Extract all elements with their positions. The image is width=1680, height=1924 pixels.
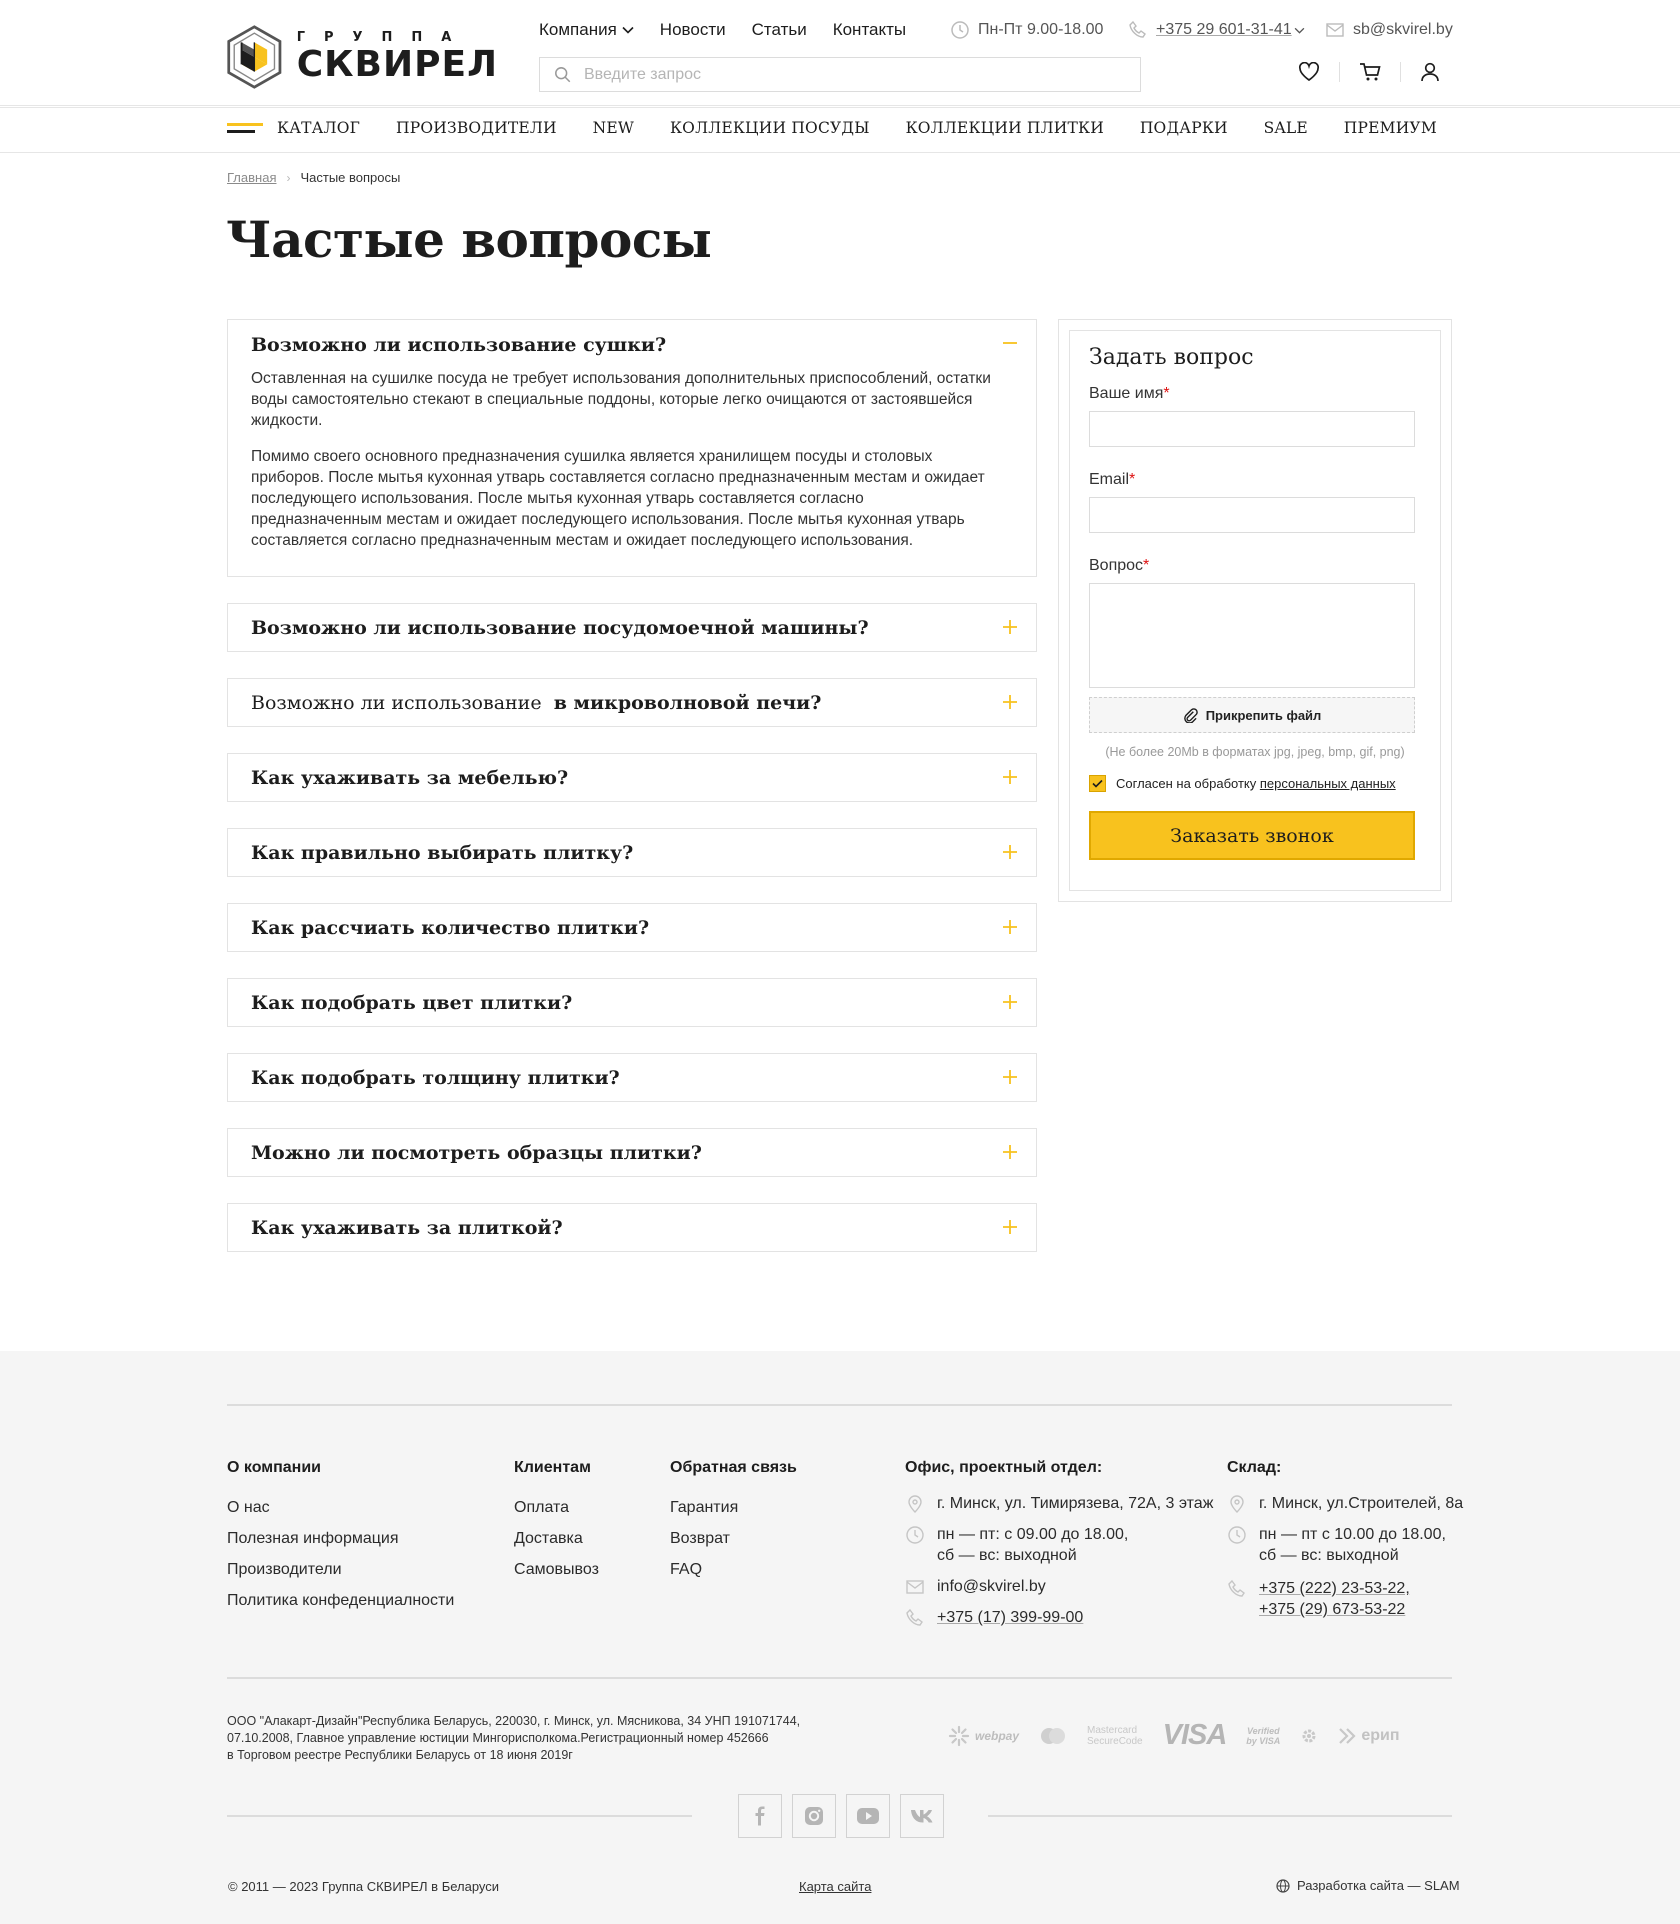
header-actions bbox=[1298, 62, 1440, 82]
office-phone-link[interactable]: +375 (17) 399-99-00 bbox=[937, 1609, 1084, 1626]
cart-icon[interactable] bbox=[1359, 62, 1381, 82]
breadcrumb bbox=[227, 170, 400, 185]
nav-manufacturers[interactable]: ПРОИЗВОДИТЕЛИ bbox=[396, 119, 557, 137]
erip-logo: ерип bbox=[1338, 1727, 1399, 1745]
copyright: © 2011 — 2023 Группа СКВИРЕЛ в Беларуси bbox=[228, 1879, 500, 1894]
breadcrumb-current: Частые вопросы bbox=[300, 170, 401, 185]
footer-link[interactable]: Производители bbox=[227, 1561, 342, 1578]
footer-col-company: О компании О нас Полезная информация Производители Политика конфеденциалности bbox=[227, 1459, 455, 1609]
phone-icon bbox=[1128, 20, 1148, 40]
faq-item[interactable] bbox=[227, 1203, 1037, 1252]
instagram-icon[interactable] bbox=[792, 1794, 836, 1838]
legal-info: ООО "Алакарт-Дизайн"Республика Беларусь, 220030, г. Минск, ул. Мясникова, 34 УНП 191071744, 07.10.2008, Главное управление юстиции Мингорисполкома.Регистрационный номер 452666 в Торговом реестре Республики Беларусь от 18 июня 2019г bbox=[227, 1714, 801, 1762]
divider bbox=[988, 1815, 1452, 1817]
plus-icon[interactable] bbox=[1000, 1217, 1020, 1237]
search-input[interactable] bbox=[584, 66, 1124, 84]
plus-icon[interactable] bbox=[1000, 767, 1020, 787]
footer-link[interactable]: Самовывоз bbox=[514, 1561, 599, 1578]
faq-question: Как ухаживать за мебелью? bbox=[251, 766, 569, 789]
nav-premium[interactable]: ПРЕМИУМ bbox=[1343, 119, 1437, 137]
footer-col-clients: Клиентам Оплата Доставка Самовывоз bbox=[514, 1459, 599, 1578]
footer-link[interactable]: FAQ bbox=[670, 1561, 703, 1578]
faq-answer-paragraph: Оставленная на сушилке посуда не требует использования дополнительных приспособлений, остатки воды самостоятельно стекают в специальные поддоны, которые легко очищаются от застоявшейся жидкости. bbox=[251, 370, 991, 429]
payment-logos bbox=[948, 1719, 1399, 1752]
form-title: Задать вопрос bbox=[1089, 345, 1254, 370]
page-title: Частые вопросы bbox=[226, 210, 712, 269]
youtube-icon[interactable] bbox=[846, 1794, 890, 1838]
logo-cube-icon bbox=[226, 22, 283, 92]
consent-checkbox[interactable] bbox=[1089, 775, 1106, 792]
nav-sale[interactable]: SALE bbox=[1263, 119, 1308, 137]
facebook-icon[interactable] bbox=[738, 1794, 782, 1838]
nav-tile-collections[interactable]: КОЛЛЕКЦИИ ПЛИТКИ bbox=[905, 119, 1104, 137]
clock-icon bbox=[950, 20, 970, 40]
chevron-down-icon bbox=[1294, 27, 1305, 34]
email-label: Email* bbox=[1089, 471, 1136, 488]
faq-item[interactable] bbox=[227, 1053, 1037, 1102]
phone-icon bbox=[905, 1608, 925, 1628]
divider bbox=[227, 1404, 1452, 1406]
search-bar bbox=[539, 57, 1141, 92]
footer-link[interactable]: Возврат bbox=[670, 1530, 730, 1547]
question-textarea[interactable] bbox=[1089, 583, 1415, 688]
faq-question: Можно ли посмотреть образцы плитки? bbox=[251, 1141, 702, 1164]
minus-icon[interactable] bbox=[1000, 333, 1020, 353]
faq-question: Как рассчиать количество плитки? bbox=[251, 916, 650, 939]
nav-gifts[interactable]: ПОДАРКИ bbox=[1139, 119, 1228, 137]
topnav-news[interactable]: Новости bbox=[659, 20, 726, 39]
nav-new[interactable]: NEW bbox=[592, 119, 635, 137]
plus-icon[interactable] bbox=[1000, 917, 1020, 937]
site-footer bbox=[0, 1351, 1680, 1924]
name-input[interactable] bbox=[1089, 411, 1415, 447]
social-links bbox=[738, 1794, 944, 1838]
logo-top-text: ГРУППА bbox=[296, 29, 471, 45]
location-pin-icon bbox=[1227, 1494, 1247, 1514]
header-email[interactable]: sb@skvirel.by bbox=[1325, 20, 1453, 40]
submit-button[interactable]: Заказать звонок bbox=[1089, 811, 1415, 860]
email-input[interactable] bbox=[1089, 497, 1415, 533]
warehouse-phone-link[interactable]: +375 (222) 23-53-22, bbox=[1259, 1580, 1410, 1597]
faq-item[interactable] bbox=[227, 828, 1037, 877]
faq-item-open[interactable] bbox=[227, 319, 1037, 577]
plus-icon[interactable] bbox=[1000, 617, 1020, 637]
attach-file-button[interactable]: Прикрепить файл bbox=[1089, 697, 1415, 733]
plus-icon[interactable] bbox=[1000, 1142, 1020, 1162]
faq-question: Возможно ли использование сушки? bbox=[251, 334, 667, 356]
name-label: Ваше имя* bbox=[1089, 385, 1170, 402]
work-hours: Пн-Пт 9.00-18.00 bbox=[950, 20, 1103, 40]
topnav-contacts[interactable]: Контакты bbox=[832, 20, 907, 39]
breadcrumb-home[interactable]: Главная bbox=[227, 170, 277, 185]
header-phone[interactable]: +375 29 601-31-41 bbox=[1128, 20, 1305, 40]
search-icon[interactable] bbox=[554, 66, 572, 84]
mail-icon bbox=[1325, 20, 1345, 40]
faq-item[interactable] bbox=[227, 603, 1037, 652]
attach-hint: (Не более 20Mb в форматах jpg, jpeg, bmp, gif, png) bbox=[1105, 745, 1405, 759]
divider bbox=[1339, 62, 1340, 82]
paperclip-icon bbox=[1183, 708, 1198, 723]
faq-list bbox=[227, 319, 1037, 1278]
faq-question: Как подобрать цвет плитки? bbox=[251, 991, 573, 1014]
gear-icon bbox=[1300, 1727, 1318, 1745]
clock-icon bbox=[905, 1525, 925, 1545]
vk-icon[interactable] bbox=[900, 1794, 944, 1838]
mastercard-logo bbox=[1039, 1727, 1067, 1745]
footer-link[interactable]: Оплата bbox=[514, 1499, 570, 1516]
developer-credit[interactable]: Разработка сайта — SLAM bbox=[1276, 1878, 1460, 1893]
chevrons-right-icon bbox=[1338, 1727, 1358, 1745]
webpay-logo: webpay bbox=[948, 1725, 1019, 1747]
warehouse-phone-link[interactable]: +375 (29) 673-53-22 bbox=[1259, 1601, 1406, 1618]
verified-by-visa-logo: Verified by VISA bbox=[1246, 1725, 1281, 1746]
logo-main-text: СКВИРЕЛ bbox=[296, 43, 498, 85]
divider bbox=[227, 1677, 1452, 1679]
footer-link[interactable]: Политика конфеденциалности bbox=[227, 1592, 455, 1609]
visa-logo: VISA bbox=[1162, 1719, 1227, 1751]
faq-question: Возможно ли использование в микроволновой печи? bbox=[251, 691, 822, 714]
chevron-down-icon bbox=[622, 26, 634, 34]
nav-catalog[interactable]: КАТАЛОГ bbox=[227, 119, 360, 137]
chevron-right-icon: › bbox=[286, 170, 291, 185]
question-label: Вопрос* bbox=[1089, 557, 1150, 574]
webpay-icon bbox=[948, 1725, 970, 1747]
faq-item[interactable] bbox=[227, 678, 1037, 727]
top-navigation bbox=[539, 20, 906, 40]
faq-question: Возможно ли использование посудомоечной машины? bbox=[251, 616, 869, 639]
footer-col-feedback: Обратная связь Гарантия Возврат FAQ bbox=[670, 1459, 797, 1578]
privacy-link[interactable]: персональных данных bbox=[1259, 776, 1396, 791]
faq-item[interactable] bbox=[227, 1128, 1037, 1177]
ask-question-form bbox=[1058, 319, 1452, 902]
plus-icon[interactable] bbox=[1000, 692, 1020, 712]
heart-icon[interactable] bbox=[1298, 62, 1320, 82]
divider bbox=[227, 1815, 692, 1817]
office-email-link[interactable]: info@skvirel.by bbox=[937, 1578, 1046, 1595]
location-pin-icon bbox=[905, 1494, 925, 1514]
footer-link[interactable]: О нас bbox=[227, 1499, 270, 1516]
faq-answer-paragraph: Помимо своего основного предназначения сушилка является хранилищем посуды и столовых приборов. После мытья кухонная утварь составляется согласно предназначенным местам и ожидает последующего использования. После мытья кухонная утварь составляется согласно предназначенным местам и ожидает последующего использования. После мытья кухонная утварь составляется согласно предназначенным местам и ожидает последующего использования. bbox=[251, 448, 985, 549]
faq-question: Как подобрать толщину плитки? bbox=[251, 1066, 620, 1089]
globe-icon bbox=[1276, 1879, 1290, 1893]
footer-warehouse: Склад: г. Минск, ул.Строителей, 8а пн — пт с 10.00 до 18.00, сб — вс: выходной +375 (222) 23-53-22, +375 (29) 673-53-22 bbox=[1227, 1459, 1464, 1618]
faq-question: Как правильно выбирать плитку? bbox=[251, 841, 634, 864]
consent-row: Согласен на обработку персональных данных bbox=[1089, 775, 1421, 792]
faq-item[interactable] bbox=[227, 978, 1037, 1027]
mail-icon bbox=[905, 1577, 925, 1597]
plus-icon[interactable] bbox=[1000, 842, 1020, 862]
footer-office: Офис, проектный отдел: г. Минск, ул. Тимирязева, 72А, 3 этаж пн — пт: с 09.00 до 18.00, сб — вс: выходной info@skvirel.by +375 (17) 399-99-00 bbox=[905, 1459, 1214, 1626]
site-logo[interactable] bbox=[226, 22, 498, 92]
user-icon[interactable] bbox=[1420, 62, 1440, 82]
site-header bbox=[0, 0, 1680, 106]
topnav-articles[interactable]: Статьи bbox=[751, 20, 807, 39]
faq-item[interactable] bbox=[227, 753, 1037, 802]
plus-icon[interactable] bbox=[1000, 992, 1020, 1012]
main-navigation bbox=[0, 107, 1680, 153]
faq-question: Как ухаживать за плиткой? bbox=[251, 1216, 563, 1239]
plus-icon[interactable] bbox=[1000, 1067, 1020, 1087]
footer-link[interactable]: Полезная информация bbox=[227, 1530, 399, 1547]
phone-icon bbox=[1227, 1579, 1247, 1599]
footer-link[interactable]: Гарантия bbox=[670, 1499, 739, 1516]
clock-icon bbox=[1227, 1525, 1247, 1545]
check-icon bbox=[1092, 779, 1103, 788]
footer-link[interactable]: Доставка bbox=[514, 1530, 583, 1547]
divider bbox=[1400, 62, 1401, 82]
topnav-company[interactable]: Компания bbox=[539, 20, 634, 40]
mastercard-securecode-logo: Mastercard SecureCode bbox=[1087, 1724, 1143, 1747]
menu-burger-icon bbox=[227, 123, 263, 133]
nav-tableware-collections[interactable]: КОЛЛЕКЦИИ ПОСУДЫ bbox=[669, 119, 870, 137]
sitemap-link[interactable]: Карта сайта bbox=[799, 1879, 872, 1894]
faq-answer bbox=[228, 356, 1036, 576]
faq-item[interactable] bbox=[227, 903, 1037, 952]
